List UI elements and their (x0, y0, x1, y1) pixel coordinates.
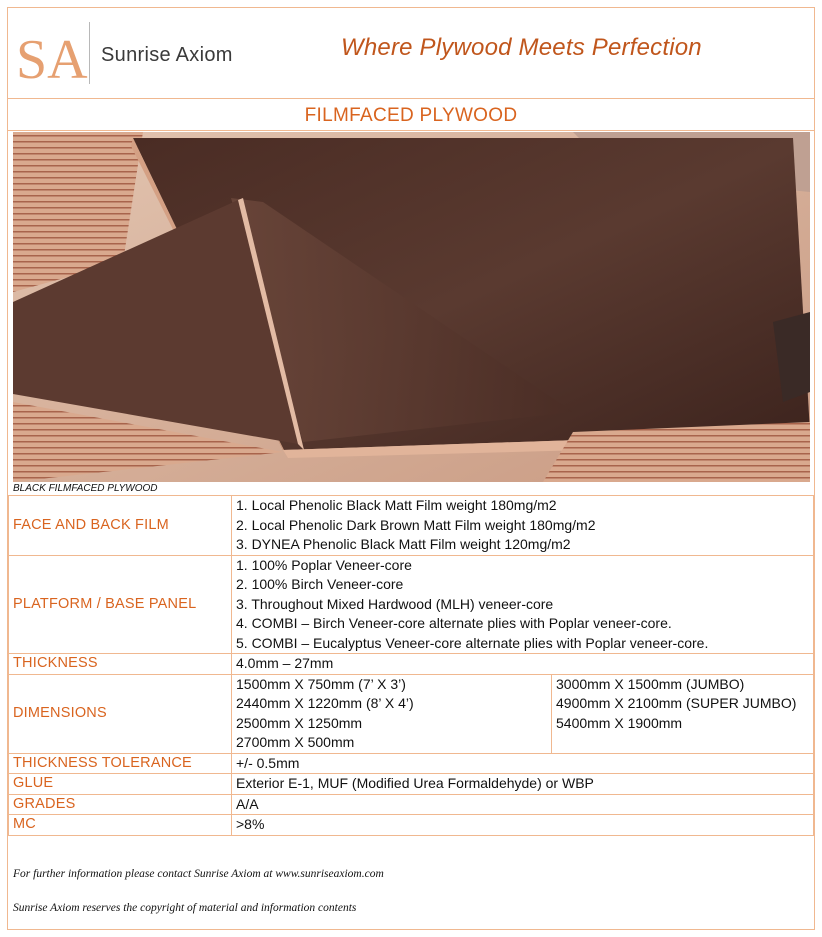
dimension-item: 2500mm X 1250mm (236, 714, 363, 731)
tolerance-label: THICKNESS TOLERANCE (9, 753, 232, 774)
dimension-item: 1500mm X 750mm (7’ X 3’) (236, 675, 406, 692)
product-photo (13, 132, 810, 482)
dimension-item: 4900mm X 2100mm (SUPER JUMBO) (556, 695, 797, 711)
copyright-note: Sunrise Axiom reserves the copyright of material and information contents (13, 902, 357, 914)
dimensions-grid (232, 675, 813, 753)
platform-label: PLATFORM / BASE PANEL (9, 555, 232, 654)
dimensions-column-jumbo (552, 675, 814, 753)
thickness-value: 4.0mm – 27mm (232, 654, 814, 675)
dimension-item: 3000mm X 1500mm (JUMBO) (556, 675, 745, 692)
face-film-line: 1. Local Phenolic Black Matt Film weight 180mg/m2 (236, 497, 557, 513)
dimension-item: 2700mm X 500mm (236, 734, 355, 750)
thickness-label: THICKNESS (9, 654, 232, 675)
dimensions-values (232, 674, 814, 753)
page-title: FILMFACED PLYWOOD (304, 105, 518, 126)
photo-caption: BLACK FILMFACED PLYWOOD (13, 483, 158, 494)
platform-line: 3. Throughout Mixed Hardwood (MLH) veneer-core (236, 595, 554, 612)
platform-line: 4. COMBI – Birch Veneer-core alternate plies with Poplar veneer-core. (236, 615, 672, 631)
dimension-item: 2440mm X 1220mm (8’ X 4’) (236, 695, 414, 711)
grades-label: GRADES (9, 794, 232, 815)
grades-value: A/A (232, 794, 814, 815)
company-logo (14, 26, 88, 91)
header (8, 8, 814, 99)
dimensions-label: DIMENSIONS (9, 674, 232, 753)
tolerance-value: +/- 0.5mm (232, 753, 814, 774)
dimensions-column-standard (232, 675, 552, 753)
row-grades (9, 794, 814, 815)
spec-table (8, 495, 814, 836)
row-thickness (9, 654, 814, 675)
row-face-film (9, 496, 814, 556)
platform-line: 2. 100% Birch Veneer-core (236, 576, 404, 592)
row-platform (9, 555, 814, 654)
dimension-item: 5400mm X 1900mm (556, 714, 683, 731)
glue-value: Exterior E-1, MUF (Modified Urea Formaldehyde) or WBP (232, 774, 814, 795)
face-film-line: 3. DYNEA Phenolic Black Matt Film weight 120mg/m2 (236, 536, 571, 552)
platform-values (232, 555, 814, 654)
face-film-label: FACE AND BACK FILM (9, 496, 232, 556)
title-row (8, 98, 814, 131)
platform-line: 5. COMBI – Eucalyptus Veneer-core alternate plies with Poplar veneer-core. (236, 634, 709, 651)
face-film-values (232, 496, 814, 556)
contact-note: For further information please contact Sunrise Axiom at www.sunriseaxiom.com (13, 868, 384, 880)
mc-value: >8% (232, 815, 814, 836)
spec-sheet (7, 7, 815, 930)
mc-label: MC (9, 815, 232, 836)
platform-line: 1. 100% Poplar Veneer-core (236, 556, 412, 573)
svg-text:SA: SA (16, 29, 88, 91)
company-name: Sunrise Axiom (101, 44, 233, 66)
row-mc (9, 815, 814, 836)
glue-label: GLUE (9, 774, 232, 795)
logo-divider (89, 22, 90, 84)
row-glue (9, 774, 814, 795)
row-dimensions (9, 674, 814, 753)
row-tolerance (9, 753, 814, 774)
face-film-line: 2. Local Phenolic Dark Brown Matt Film weight 180mg/m2 (236, 516, 596, 533)
tagline: Where Plywood Meets Perfection (341, 34, 702, 61)
